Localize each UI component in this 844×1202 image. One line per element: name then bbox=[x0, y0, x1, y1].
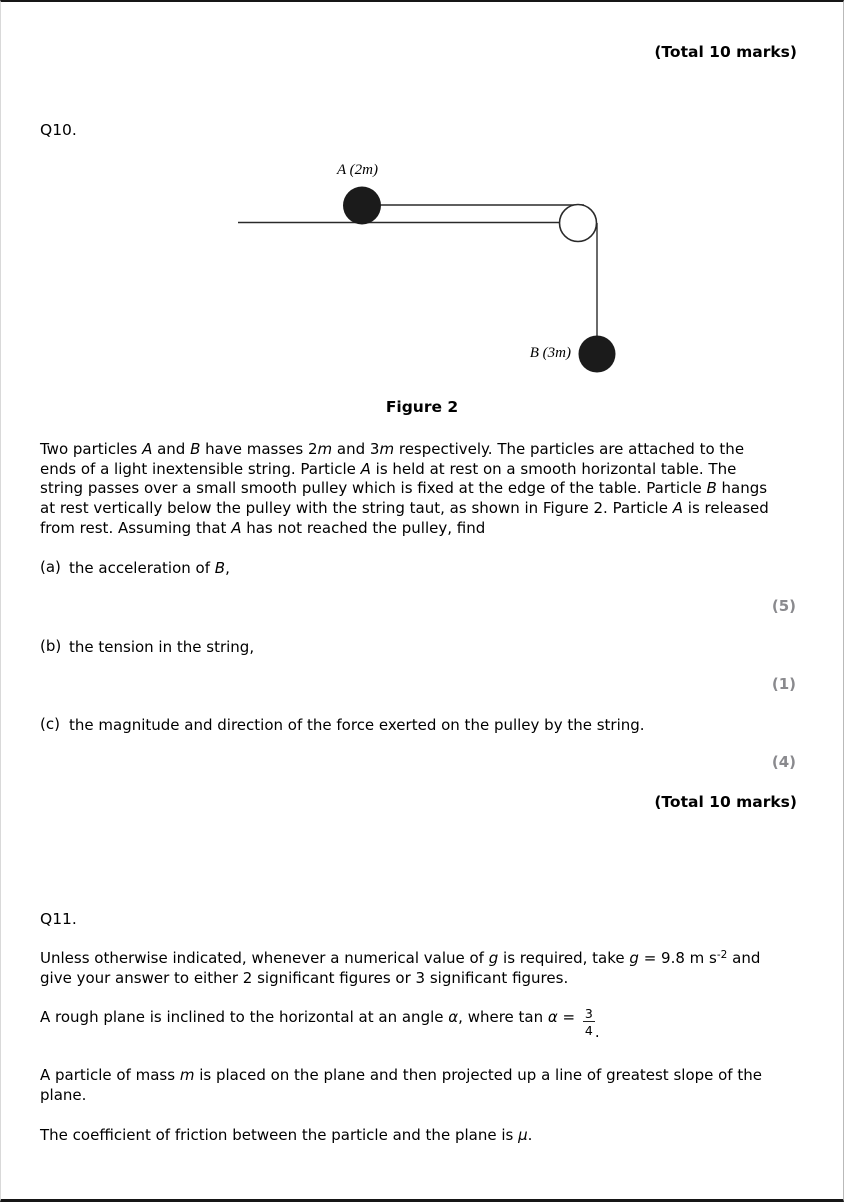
item-b-text: the tension in the string, bbox=[69, 638, 255, 656]
particle-a-label: A (2m) bbox=[337, 162, 378, 178]
question-11-label: Q11. bbox=[40, 910, 77, 928]
q11-incline-sentence: A rough plane is inclined to the horizontal at an angle α, where tan α = $\frac{3}{4}$ . bbox=[40, 1006, 600, 1041]
item-c-text: the magnitude and direction of the force exerted on the pulley by the string. bbox=[69, 716, 645, 734]
q10-item-c bbox=[40, 715, 803, 736]
q10-item-a bbox=[40, 558, 803, 579]
q11-particle-paragraph: A particle of mass m is placed on the plane and then projected up a line of greatest slope of the plane. bbox=[40, 1066, 762, 1104]
item-c-marks: (4) bbox=[771, 753, 796, 771]
item-a-marks: (5) bbox=[771, 597, 796, 615]
figure-2-diagram bbox=[1, 152, 844, 387]
total-marks-top: (Total 10 marks) bbox=[654, 43, 797, 61]
item-a-text: the acceleration of B, bbox=[69, 559, 230, 577]
q10-intro-paragraph: Two particles A and B have masses 2m and 3m respectively. The particles are attached to the ends of a light inextensible string. Particle A is held at rest on a smooth horizontal table. The string passes over a small smooth pulley which is fixed at the edge of the table. Particle B hangs at rest vertically below the pulley with the string taut, as shown in Figure 2. Particle A is released from rest. Assuming that A has not reached the pulley, find bbox=[40, 440, 769, 537]
particle-b-label: B (3m) bbox=[529, 345, 571, 361]
item-b-marks: (1) bbox=[771, 675, 796, 693]
pulley-wheel bbox=[560, 205, 597, 242]
item-a-label: (a) bbox=[40, 558, 61, 576]
particle-a-dot bbox=[343, 187, 381, 225]
question-10-label: Q10. bbox=[40, 121, 77, 139]
figure-caption: Figure 2 bbox=[385, 398, 459, 416]
q11-g-note-paragraph: Unless otherwise indicated, whenever a numerical value of g is required, take g = 9.8 m $s^{-2}$ and give your answer to either 2 significant figures or 3 significant figures. bbox=[40, 949, 761, 987]
q10-item-b bbox=[40, 637, 803, 658]
particle-b-dot bbox=[579, 336, 616, 373]
q11-friction-sentence: The coefficient of friction between the particle and the plane is μ. bbox=[40, 1126, 533, 1144]
total-marks-bottom: (Total 10 marks) bbox=[654, 793, 797, 811]
pulley-system-drawing bbox=[1, 152, 844, 387]
item-c-label: (c) bbox=[40, 715, 60, 733]
item-b-label: (b) bbox=[40, 637, 62, 655]
